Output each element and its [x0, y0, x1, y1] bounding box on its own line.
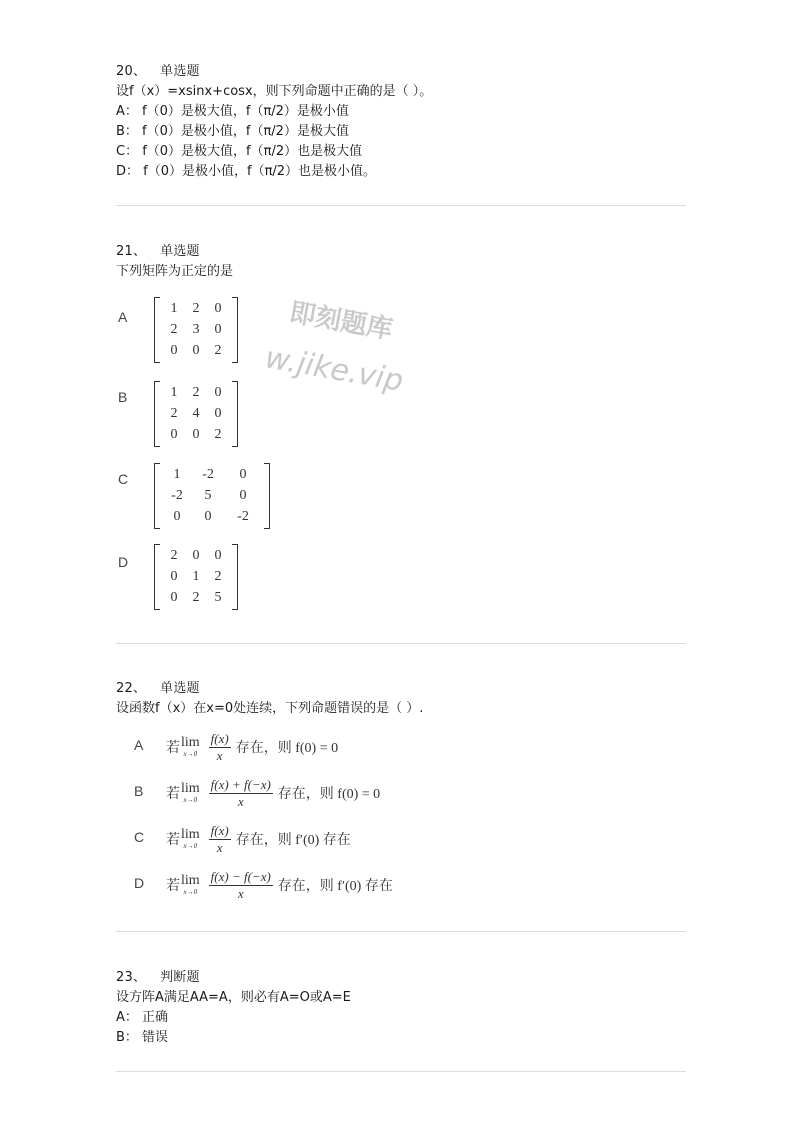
matrix-cell: 0: [214, 322, 222, 337]
matrix-cell: 0: [214, 301, 222, 316]
option-letter: D: [118, 554, 129, 570]
question-number: 22、: [116, 681, 147, 696]
question-header: [116, 968, 686, 988]
option-b[interactable]: B： 错误: [116, 1030, 169, 1045]
numerator: f(x): [210, 822, 229, 838]
matrix-cell: 2: [170, 322, 178, 337]
matrix-cell: 0: [170, 569, 178, 584]
separator: [116, 643, 686, 644]
matrix: [154, 544, 238, 610]
limit: [181, 874, 200, 897]
matrix-cell: -2: [171, 488, 183, 503]
question-type: 单选题: [160, 681, 200, 696]
matrix-cell: 4: [192, 406, 200, 421]
question-21: [116, 242, 686, 282]
question-number: 20、: [116, 64, 147, 79]
matrix-cell: 1: [192, 569, 200, 584]
option-a[interactable]: A： f（0）是极大值，f（π/2）是极小值: [116, 104, 349, 119]
matrix-cell: 2: [192, 301, 200, 316]
matrix-cell: 2: [214, 427, 222, 442]
matrix-cell: 0: [192, 343, 200, 358]
separator: [116, 1071, 686, 1072]
matrix-cell: 0: [173, 509, 181, 524]
fraction: [209, 869, 273, 902]
watermark: [252, 282, 462, 443]
option-letter: B: [118, 389, 128, 405]
matrix-cell: 0: [192, 427, 200, 442]
formula-prefix: 若: [166, 879, 180, 894]
denominator: x: [237, 885, 244, 901]
question-stem: 下列矩阵为正定的是: [116, 264, 234, 279]
question-22: [116, 679, 686, 719]
matrix: [154, 381, 238, 447]
option-letter: D: [134, 875, 145, 891]
matrix-cell: 1: [170, 301, 178, 316]
separator: [116, 931, 686, 932]
matrix-cell: 0: [170, 590, 178, 605]
limit: [181, 782, 200, 805]
matrix-cell: 2: [170, 548, 178, 563]
formula: [166, 819, 351, 859]
matrix-cell: 0: [239, 467, 247, 482]
right-bracket: [264, 463, 270, 529]
formula-prefix: 若: [166, 787, 180, 802]
limit-label: lim: [181, 780, 200, 796]
right-bracket: [232, 544, 238, 610]
fraction: [209, 777, 273, 810]
formula-tail: 存在，则 f(0) = 0: [277, 787, 381, 802]
formula: [166, 865, 393, 905]
matrix: [154, 463, 270, 529]
formula-prefix: 若: [166, 833, 180, 848]
question-23: [116, 968, 686, 1048]
limit-label: lim: [181, 826, 200, 842]
matrix-cell: 0: [170, 343, 178, 358]
question-stem: 设方阵A满足AA=A，则必有A=O或A=E: [116, 990, 351, 1005]
denominator: x: [237, 793, 244, 809]
option-letter: A: [134, 737, 144, 753]
matrix-cell: 0: [239, 488, 247, 503]
limit-label: lim: [181, 872, 200, 888]
option-d[interactable]: D： f（0）是极小值，f（π/2）也是极小值。: [116, 164, 377, 179]
matrix-cell: -2: [202, 467, 214, 482]
matrix-cell: 2: [214, 343, 222, 358]
formula-prefix: 若: [166, 741, 180, 756]
watermark-url: w.jike.vip: [262, 340, 406, 399]
fraction: [209, 731, 231, 764]
numerator: f(x) − f(−x): [210, 868, 271, 884]
separator: [116, 205, 686, 206]
fraction: [209, 823, 231, 856]
matrix-cell: -2: [237, 509, 249, 524]
limit-subscript: x→0: [183, 749, 198, 758]
formula-tail: 存在，则 f′(0) 存在: [235, 833, 351, 848]
question-number: 23、: [116, 970, 147, 985]
matrix-cell: 2: [192, 590, 200, 605]
formula: [166, 727, 338, 767]
matrix-cell: 5: [214, 590, 222, 605]
question-number: 21、: [116, 244, 147, 259]
option-letter: A: [118, 309, 128, 325]
option-letter: C: [118, 471, 129, 487]
question-20: [116, 62, 686, 182]
limit-subscript: x→0: [183, 795, 198, 804]
numerator: f(x): [210, 730, 229, 746]
question-header: [116, 242, 686, 262]
question-stem: 设f（x）=xsinx+cosx，则下列命题中正确的是（ ）。: [116, 84, 433, 99]
formula-tail: 存在，则 f(0) = 0: [235, 741, 339, 756]
limit-subscript: x→0: [183, 887, 198, 896]
right-bracket: [232, 381, 238, 447]
matrix-cell: 5: [204, 488, 212, 503]
matrix-cell: 0: [204, 509, 212, 524]
limit: [181, 736, 200, 759]
numerator: f(x) + f(−x): [210, 776, 271, 792]
matrix-cell: 0: [214, 548, 222, 563]
matrix-cell: 2: [170, 406, 178, 421]
question-header: [116, 679, 686, 699]
question-type: 单选题: [160, 64, 200, 79]
option-a[interactable]: A： 正确: [116, 1010, 169, 1025]
option-letter: C: [134, 829, 145, 845]
matrix-cell: 0: [214, 385, 222, 400]
matrix-cell: 0: [170, 427, 178, 442]
matrix-cell: 0: [214, 406, 222, 421]
denominator: x: [216, 747, 223, 763]
denominator: x: [216, 839, 223, 855]
question-stem: 设函数f（x）在x=0处连续，下列命题错误的是（ ）.: [116, 701, 424, 716]
question-type: 单选题: [160, 244, 200, 259]
option-c[interactable]: C： f（0）是极大值，f（π/2）也是极大值: [116, 144, 363, 159]
matrix: [154, 297, 238, 363]
limit: [181, 828, 200, 851]
matrix-cell: 1: [173, 467, 181, 482]
limit-subscript: x→0: [183, 841, 198, 850]
matrix-cell: 1: [170, 385, 178, 400]
option-letter: B: [134, 783, 144, 799]
formula: [166, 773, 380, 813]
limit-label: lim: [181, 734, 200, 750]
right-bracket: [232, 297, 238, 363]
formula-tail: 存在，则 f′(0) 存在: [277, 879, 393, 894]
option-b[interactable]: B： f（0）是极小值，f（π/2）是极大值: [116, 124, 349, 139]
matrix-cell: 2: [214, 569, 222, 584]
question-header: [116, 62, 686, 82]
watermark-text: 即刻题库: [287, 297, 395, 346]
question-type: 判断题: [160, 970, 200, 985]
matrix-cell: 3: [192, 322, 200, 337]
matrix-cell: 2: [192, 385, 200, 400]
matrix-cell: 0: [192, 548, 200, 563]
